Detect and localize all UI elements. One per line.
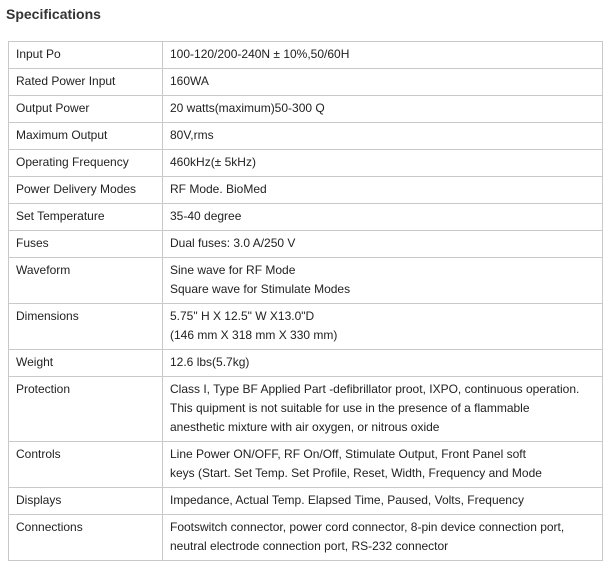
spec-value-line: neutral electrode connection port, RS-232 connector — [170, 539, 449, 553]
spec-value — [163, 96, 603, 123]
spec-value — [163, 204, 603, 231]
spec-label: Set Temperature — [9, 204, 163, 231]
spec-label: Input Po — [9, 42, 163, 69]
spec-value-line: Line Power ON/OFF, RF On/Off, Stimulate Output, Front Panel soft — [170, 447, 526, 461]
table-row — [9, 69, 603, 96]
spec-value — [163, 258, 603, 304]
spec-value-line: Class I, Type BF Applied Part -defibrillator proot, IXPO, continuous operation. — [170, 382, 580, 396]
table-row — [9, 258, 603, 304]
spec-value-line: 12.6 lbs(5.7kg) — [170, 355, 250, 369]
spec-value-line: Sine wave for RF Mode — [170, 263, 296, 277]
spec-value-line: This quipment is not suitable for use in the presence of a flammable — [170, 401, 530, 415]
spec-label: Fuses — [9, 231, 163, 258]
spec-label: Displays — [9, 488, 163, 515]
spec-value-line: 100-120/200-240N ± 10%,50/60H — [170, 47, 350, 61]
spec-value — [163, 350, 603, 377]
spec-value — [163, 515, 603, 561]
table-row — [9, 488, 603, 515]
spec-label: Controls — [9, 442, 163, 488]
spec-label: Waveform — [9, 258, 163, 304]
spec-value-line: 20 watts(maximum)50-300 Q — [170, 101, 325, 115]
table-row — [9, 204, 603, 231]
table-row — [9, 377, 603, 442]
spec-label: Operating Frequency — [9, 150, 163, 177]
spec-label: Protection — [9, 377, 163, 442]
spec-value — [163, 42, 603, 69]
table-row — [9, 150, 603, 177]
table-row — [9, 304, 603, 350]
spec-value-line: 160WA — [170, 74, 209, 88]
spec-value — [163, 442, 603, 488]
table-row — [9, 96, 603, 123]
spec-value — [163, 377, 603, 442]
spec-value-line: anesthetic mixture with air oxygen, or nitrous oxide — [170, 420, 440, 434]
spec-value-line: keys (Start. Set Temp. Set Profile, Reset, Width, Frequency and Mode — [170, 466, 542, 480]
page-title: Specifications — [6, 6, 101, 22]
spec-value — [163, 488, 603, 515]
spec-label: Connections — [9, 515, 163, 561]
spec-label: Weight — [9, 350, 163, 377]
table-row — [9, 123, 603, 150]
table-row — [9, 42, 603, 69]
spec-label: Output Power — [9, 96, 163, 123]
spec-value-line: Footswitch connector, power cord connector, 8-pin device connection port, — [170, 520, 565, 534]
spec-value-line: 460kHz(± 5kHz) — [170, 155, 256, 169]
spec-value — [163, 177, 603, 204]
spec-value-line: 80V,rms — [170, 128, 214, 142]
spec-label: Dimensions — [9, 304, 163, 350]
table-row — [9, 442, 603, 488]
table-row — [9, 515, 603, 561]
spec-label: Maximum Output — [9, 123, 163, 150]
spec-value — [163, 231, 603, 258]
spec-value-line: Dual fuses: 3.0 A/250 V — [170, 236, 296, 250]
spec-value-line: Square wave for Stimulate Modes — [170, 282, 351, 296]
spec-value-line: Impedance, Actual Temp. Elapsed Time, Paused, Volts, Frequency — [170, 493, 524, 507]
spec-value — [163, 304, 603, 350]
specifications-table — [8, 41, 603, 561]
table-row — [9, 177, 603, 204]
spec-value — [163, 123, 603, 150]
spec-value-line: 5.75" H X 12.5" W X13.0"D — [170, 309, 315, 323]
spec-label: Rated Power Input — [9, 69, 163, 96]
spec-value-line: 35-40 degree — [170, 209, 242, 223]
spec-label: Power Delivery Modes — [9, 177, 163, 204]
spec-value — [163, 69, 603, 96]
table-row — [9, 231, 603, 258]
spec-value — [163, 150, 603, 177]
spec-value-line: (146 mm X 318 mm X 330 mm) — [170, 328, 338, 342]
spec-value-line: RF Mode. BioMed — [170, 182, 267, 196]
table-row — [9, 350, 603, 377]
